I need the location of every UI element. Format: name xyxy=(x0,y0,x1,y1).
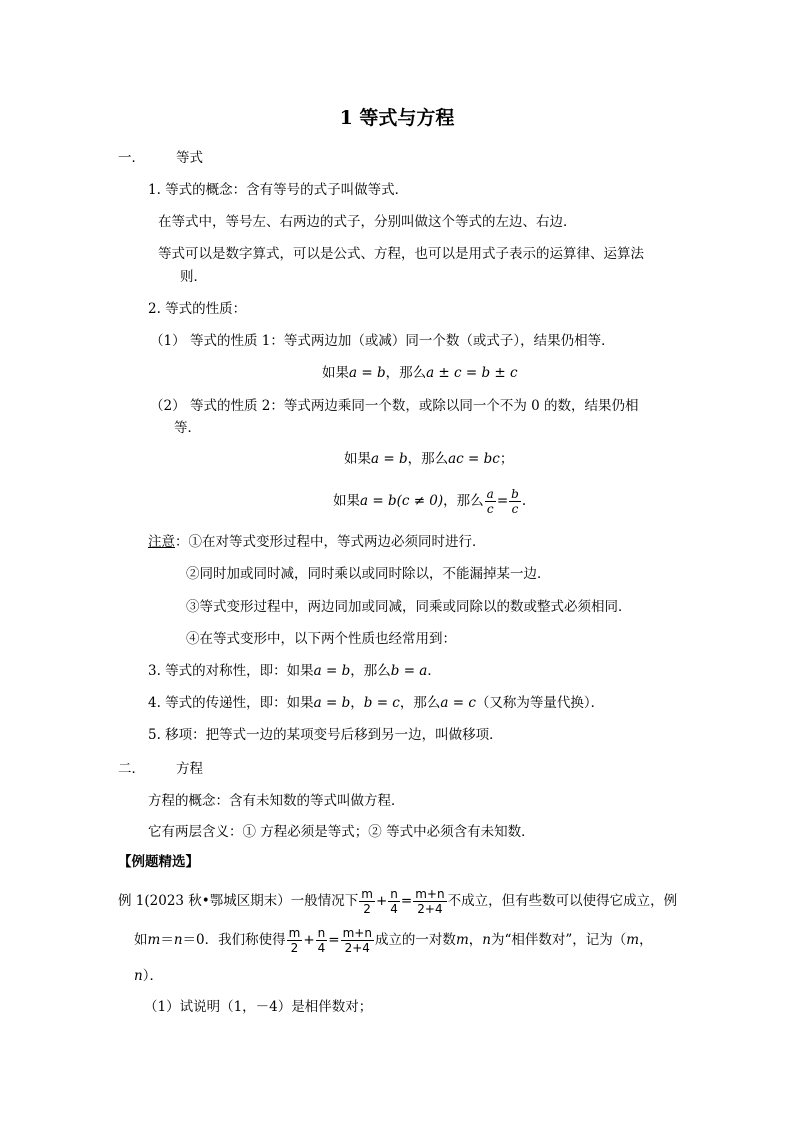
formula-then: ，那么 xyxy=(385,365,427,381)
formula-if: 如果 xyxy=(344,451,371,467)
property-2-formula-1 xyxy=(344,449,513,469)
example-1-line2: 如m＝n＝0．我们称使得 $\frac{m}{2}$ + $\frac{n}{4}$ = $\frac{m+n}{2+4}$ 成立的一对数m，n为“相伴数对”，记为（m， xyxy=(134,926,653,955)
paragraph-two-meanings: 它有两层含义：① 方程必须是等式；② 等式中必须含有未知数． xyxy=(148,824,535,840)
formula-a-eq-b: a = b xyxy=(349,365,386,381)
formula-then: ，那么 xyxy=(443,493,484,509)
note-line-2: ②同时加或同时减，同时乘以或同时除以，不能漏掉某一边． xyxy=(186,566,551,582)
note-line-1 xyxy=(148,532,486,552)
examples-heading: 【例题精选】 xyxy=(118,854,199,870)
section-2-heading: 方程 xyxy=(176,761,203,777)
formula-period: . xyxy=(521,493,527,509)
example-1-question-1: （1）试说明（1，－4）是相伴数对； xyxy=(144,999,373,1015)
note-line-3: ③等式变形过程中，两边同加或同减，同乘或同除以的数或整式必须相同． xyxy=(186,599,632,615)
fraction-m-over-2: $\frac{m}{2}$ xyxy=(361,887,373,916)
paragraph-equation-forms-line1: 等式可以是数字算式，可以是公式、方程，也可以是用式子表示的运算律、运算法 xyxy=(158,246,644,262)
formula-condition: a = b(c ≠ 0) xyxy=(360,493,444,509)
paragraph-equation-concept: 1. 等式的概念：含有等号的式子叫做等式． xyxy=(148,182,409,198)
fraction-n-over-4: $\frac{n}{4}$ xyxy=(390,887,398,916)
paragraph-transposition: 5. 移项：把等式一边的某项变号后移到另一边，叫做移项． xyxy=(148,727,503,743)
paragraph-equation-forms-line2: 则． xyxy=(180,269,207,285)
property-2-number: （2） xyxy=(150,398,186,414)
section-1-heading: 等式 xyxy=(176,150,203,166)
example-1-line3: n）． xyxy=(134,968,163,984)
paragraph-symmetric-property: 3. 等式的对称性，即：如果a = b，那么b = a． xyxy=(148,663,441,679)
fraction-mn-over-24: $\frac{m+n}{2+4}$ xyxy=(342,926,372,955)
formula-if: 如果 xyxy=(322,365,349,381)
section-2-number: 二． xyxy=(118,761,145,777)
formula-ac-eq-bc: ac = bc xyxy=(448,451,500,467)
property-2-text-line1: 等式的性质 2：等式两边乘同一个数，或除以同一个不为 0 的数，结果仍相 xyxy=(190,398,639,414)
note-colon: ： xyxy=(175,534,189,550)
formula-a-eq-b: a = b xyxy=(371,451,408,467)
property-1-text: 等式的性质 1：等式两边加（或减）同一个数（或式子），结果仍相等． xyxy=(190,333,615,349)
property-1-number: （1） xyxy=(150,333,186,349)
note-label: 注意 xyxy=(148,534,175,550)
fraction-n-over-4: $\frac{n}{4}$ xyxy=(317,926,326,955)
page-title: 1 等式与方程 xyxy=(339,107,455,129)
example-1-line1: 例 1(2023 秋•鄂城区期末）一般情况下 $\frac{m}{2}$ + $\frac{n}{4}$ = $\frac{m+n}{2+4}$ 不成立，但有些数可以使得它成立，例 xyxy=(118,887,678,916)
paragraph-transitive-property: 4. 等式的传递性，即：如果a = b，b = c，那么a = c（又称为等量代换）． xyxy=(148,695,605,711)
note-1-text: ①在对等式变形过程中，等式两边必须同时进行． xyxy=(188,534,486,550)
property-2-text-line2: 等． xyxy=(174,420,201,436)
fraction-b-over-c: $\frac{b}{c}$ xyxy=(511,487,519,516)
note-line-4: ④在等式变形中，以下两个性质也经常用到： xyxy=(186,631,456,647)
paragraph-equation-definition: 方程的概念：含有未知数的等式叫做方程． xyxy=(148,793,405,809)
formula-a-pm-c: a ± c = b ± c xyxy=(426,365,518,381)
fraction-a-over-c: $\frac{a}{c}$ xyxy=(486,487,494,516)
fraction-mn-over-24: $\frac{m+n}{2+4}$ xyxy=(415,887,445,916)
formula-equals: = xyxy=(496,493,509,509)
paragraph-left-right-sides: 在等式中，等号左、右两边的式子，分别叫做这个等式的左边、右边． xyxy=(158,214,577,230)
property-1-formula xyxy=(322,363,518,383)
formula-semicolon: ； xyxy=(499,451,514,467)
property-2-formula-2 xyxy=(333,484,526,518)
paragraph-properties-heading: 2. 等式的性质： xyxy=(148,301,247,317)
section-1-number: 一． xyxy=(118,150,145,166)
formula-then: ，那么 xyxy=(407,451,449,467)
formula-if: 如果 xyxy=(333,493,360,509)
fraction-m-over-2: $\frac{m}{2}$ xyxy=(288,926,301,955)
